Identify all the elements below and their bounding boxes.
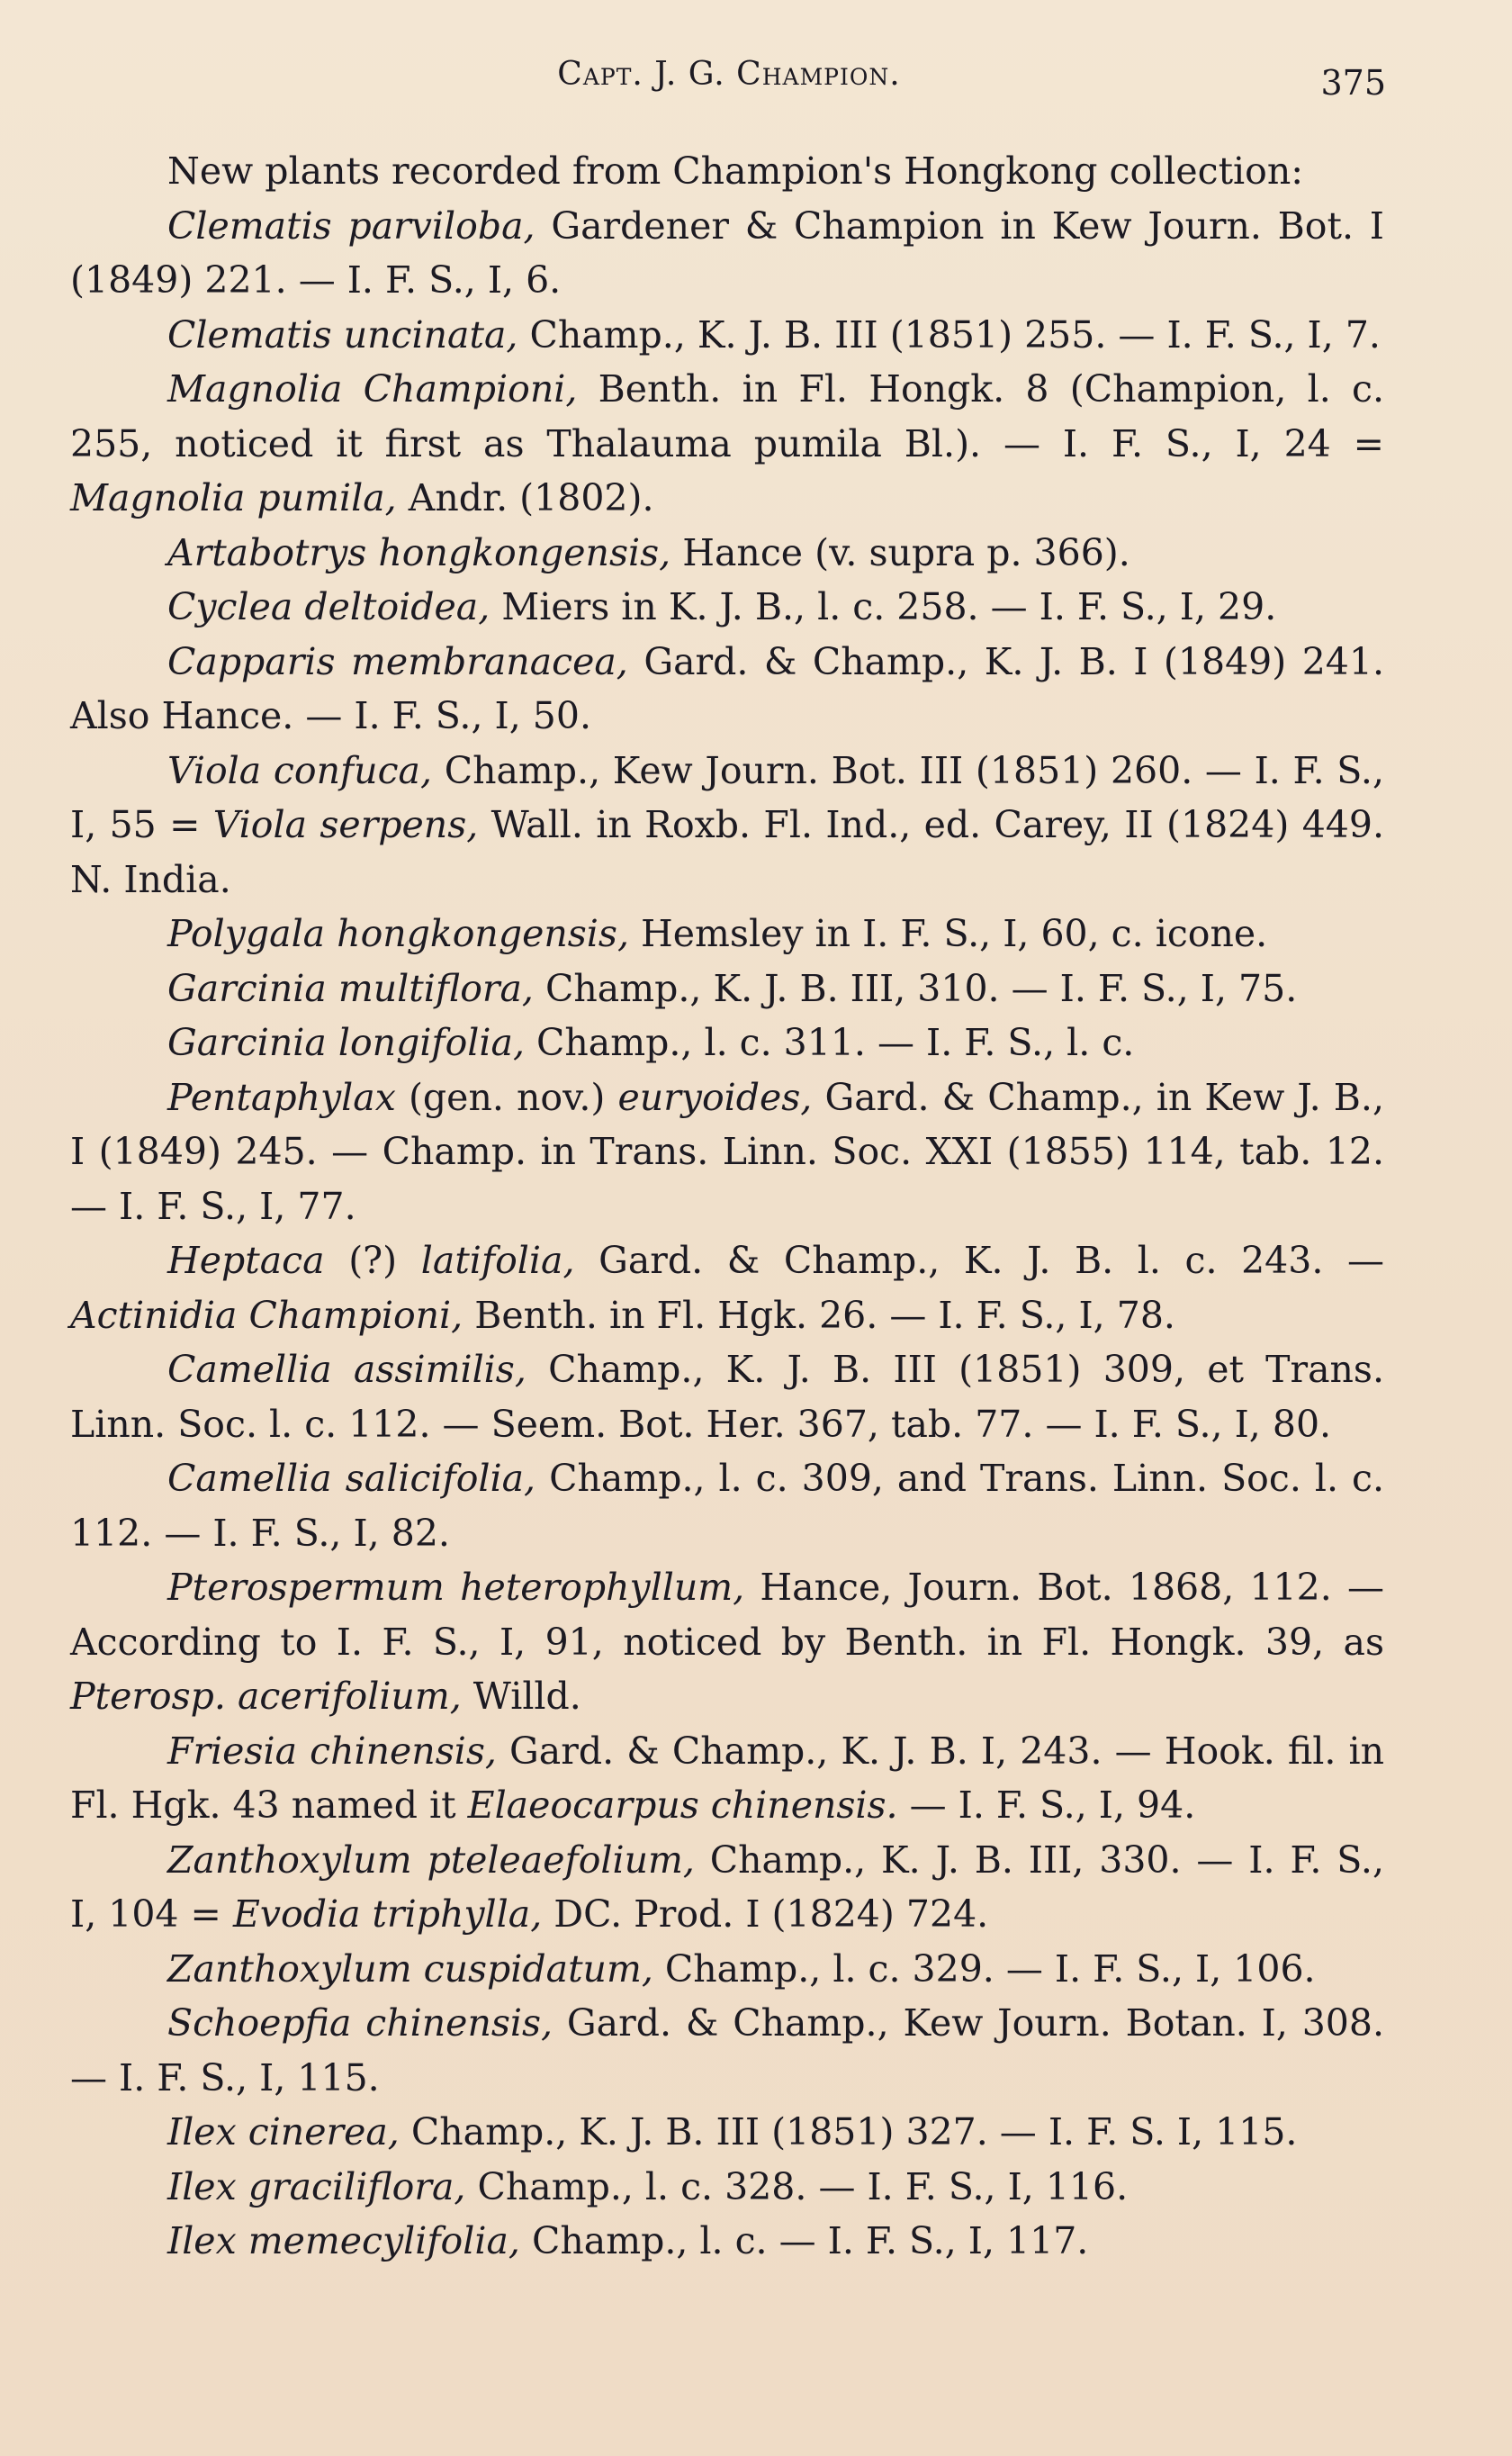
- citation-text: Champ., l. c. 328. — I. F. S., I, 116.: [465, 2164, 1129, 2208]
- species-name: Friesia chinensis,: [167, 1729, 497, 1773]
- citation-text: Champ., K. J. B. III, 310. — I. F. S., I, 75.: [533, 966, 1298, 1010]
- plant-entry: [70, 1724, 1384, 1833]
- citation-text: Hance, Journ. Bot. 1868, 112. — According to I. F. S., I, 91, noticed by Benth. in Fl. Hongk. 39, as: [70, 1566, 1384, 1664]
- citation-text: Champ., l. c. 309, and Trans. Linn. Soc. l. c. 112. — I. F. S., I, 82.: [70, 1457, 1384, 1555]
- citation-text: Champ., Kew Journ. Bot. III (1851) 260. — I. F. S., I, 55 =: [70, 748, 1384, 846]
- citation-text: Champ., K. J. B. III (1851) 309, et Trans. Linn. Soc. l. c. 112. — Seem. Bot. Her. 367, tab. 77. — I. F. S., I, 80.: [70, 1348, 1384, 1446]
- species-name: Capparis membranacea,: [167, 639, 628, 683]
- citation-text: Gard. & Champ., in Kew J. B., I (1849) 245. — Champ. in Trans. Linn. Soc. XXI (1855) 114, tab. 12. — I. F. S., I, 77.: [70, 1075, 1384, 1228]
- plant-entry: [70, 635, 1384, 744]
- species-name: Evodia triphylla,: [232, 1892, 543, 1936]
- species-name: Magnolia pumila,: [70, 476, 397, 519]
- plant-entry: [70, 2214, 1384, 2269]
- species-name: Magnolia Championi,: [167, 367, 578, 411]
- species-name: Zanthoxylum cuspidatum,: [167, 1946, 653, 1991]
- species-name: Elaeocarpus chinensis.: [467, 1783, 898, 1827]
- plant-entry: [70, 1560, 1384, 1724]
- species-name: Ilex cinerea,: [167, 2110, 400, 2154]
- species-name: Actinidia Championi,: [70, 1293, 464, 1337]
- citation-text: Champ., K. J. B. III (1851) 255. — I. F. S., I, 7.: [518, 312, 1381, 357]
- species-name: Artabotrys hongkongensis,: [167, 530, 671, 574]
- citation-text: Benth. in Fl. Hongk. 8 (Champion, l. c. 255, noticed it first as Thalauma pumila Bl.). — I. F. S., I, 24 =: [70, 367, 1384, 465]
- citation-text: Andr. (1802).: [396, 476, 654, 519]
- plant-entry: [70, 1996, 1384, 2105]
- citation-text: (gen. nov.): [395, 1075, 618, 1119]
- citation-text: Wall. in Roxb. Fl. Ind., ed. Carey, II (1824) 449. N. India.: [70, 803, 1384, 901]
- citation-text: Champ., K. J. B. III (1851) 327. — I. F. S. I, 115.: [399, 2110, 1298, 2154]
- species-name: Ilex graciliflora,: [167, 2164, 466, 2208]
- citation-text: Willd.: [461, 1675, 581, 1718]
- species-name: Viola confuca,: [167, 748, 433, 792]
- species-name: Zanthoxylum pteleaefolium,: [167, 1837, 695, 1882]
- species-name: Camellia assimilis,: [167, 1348, 526, 1391]
- species-name: Pterosp. acerifolium,: [70, 1675, 462, 1718]
- species-name: Camellia salicifolia,: [167, 1457, 536, 1500]
- citation-text: Champ., l. c. 329. — I. F. S., I, 106.: [652, 1946, 1316, 1991]
- citation-text: Gardener & Champion in Kew Journ. Bot. I (1849) 221. — I. F. S., I, 6.: [70, 203, 1384, 302]
- citation-text: Gard. & Champ., Kew Journ. Botan. I, 308. — I. F. S., I, 115.: [70, 2001, 1384, 2099]
- plant-entry: [70, 308, 1384, 363]
- species-name: Clematis parviloba,: [167, 203, 536, 248]
- citation-text: Hemsley in I. F. S., I, 60, c. icone.: [628, 912, 1268, 955]
- species-name: Garcinia multiflora,: [167, 966, 534, 1010]
- page-number: 375: [1320, 63, 1386, 103]
- plant-entry: [70, 962, 1384, 1016]
- species-name: Clematis uncinata,: [167, 312, 518, 357]
- plant-entry: [70, 1016, 1384, 1070]
- species-name: Pentaphylax: [167, 1075, 396, 1119]
- species-name: Polygala hongkongensis,: [167, 912, 629, 955]
- species-name: Schoepfia chinensis,: [167, 2001, 554, 2045]
- species-name: Pterospermum heterophyllum,: [167, 1566, 745, 1609]
- citation-text: Gard. & Champ., K. J. B. l. c. 243. —: [574, 1239, 1384, 1282]
- plant-entry: [70, 1833, 1384, 1942]
- citation-text: Champ., l. c. 311. — I. F. S., l. c.: [525, 1021, 1135, 1064]
- species-name: Ilex memecylifolia,: [167, 2219, 520, 2262]
- intro-paragraph: New plants recorded from Champion's Hongkong collection:: [167, 149, 1304, 193]
- plant-entry: [70, 580, 1384, 635]
- species-name: Garcinia longifolia,: [167, 1021, 525, 1064]
- citation-text: Gard. & Champ., K. J. B. I, 243. — Hook. fil. in Fl. Hgk. 43 named it: [70, 1729, 1384, 1827]
- citation-text: Hance (v. supra p. 366).: [670, 530, 1130, 574]
- plant-entry: [70, 1942, 1384, 1997]
- citation-text: Champ., l. c. — I. F. S., I, 117.: [519, 2219, 1089, 2262]
- species-name: euryoides,: [617, 1075, 813, 1119]
- plant-entry: [70, 2105, 1384, 2160]
- page-body: [70, 144, 1384, 2269]
- species-name: Heptaca: [167, 1239, 325, 1282]
- citation-text: Miers in K. J. B., l. c. 258. — I. F. S., I, 29.: [490, 585, 1277, 628]
- page-header: [72, 56, 1386, 110]
- species-name: latifolia,: [420, 1239, 575, 1282]
- species-name: Viola serpens,: [212, 803, 479, 846]
- plant-entry: [70, 907, 1384, 962]
- citation-text: DC. Prod. I (1824) 724.: [542, 1892, 989, 1936]
- citation-text: Gard. & Champ., K. J. B. I (1849) 241. Also Hance. — I. F. S., I, 50.: [70, 639, 1384, 737]
- plant-entry: [70, 2160, 1384, 2215]
- plant-entry: [70, 1233, 1384, 1342]
- citation-text: Benth. in Fl. Hgk. 26. — I. F. S., I, 78.: [463, 1293, 1175, 1337]
- plant-entry: [70, 199, 1384, 308]
- running-title: Capt. J. G. Champion.: [557, 56, 901, 93]
- plant-entry: [70, 1342, 1384, 1451]
- citation-text: — I. F. S., I, 94.: [897, 1783, 1196, 1827]
- plant-entry: [70, 744, 1384, 907]
- species-name: Cyclea deltoidea,: [167, 585, 490, 628]
- citation-text: Champ., K. J. B. III, 330. — I. F. S., I, 104 =: [70, 1837, 1384, 1936]
- plant-entry: [70, 1451, 1384, 1560]
- plant-entry-list: [70, 199, 1384, 2269]
- citation-text: (?): [324, 1239, 421, 1282]
- plant-entry: [70, 1070, 1384, 1234]
- plant-entry: [70, 526, 1384, 581]
- plant-entry: [70, 362, 1384, 526]
